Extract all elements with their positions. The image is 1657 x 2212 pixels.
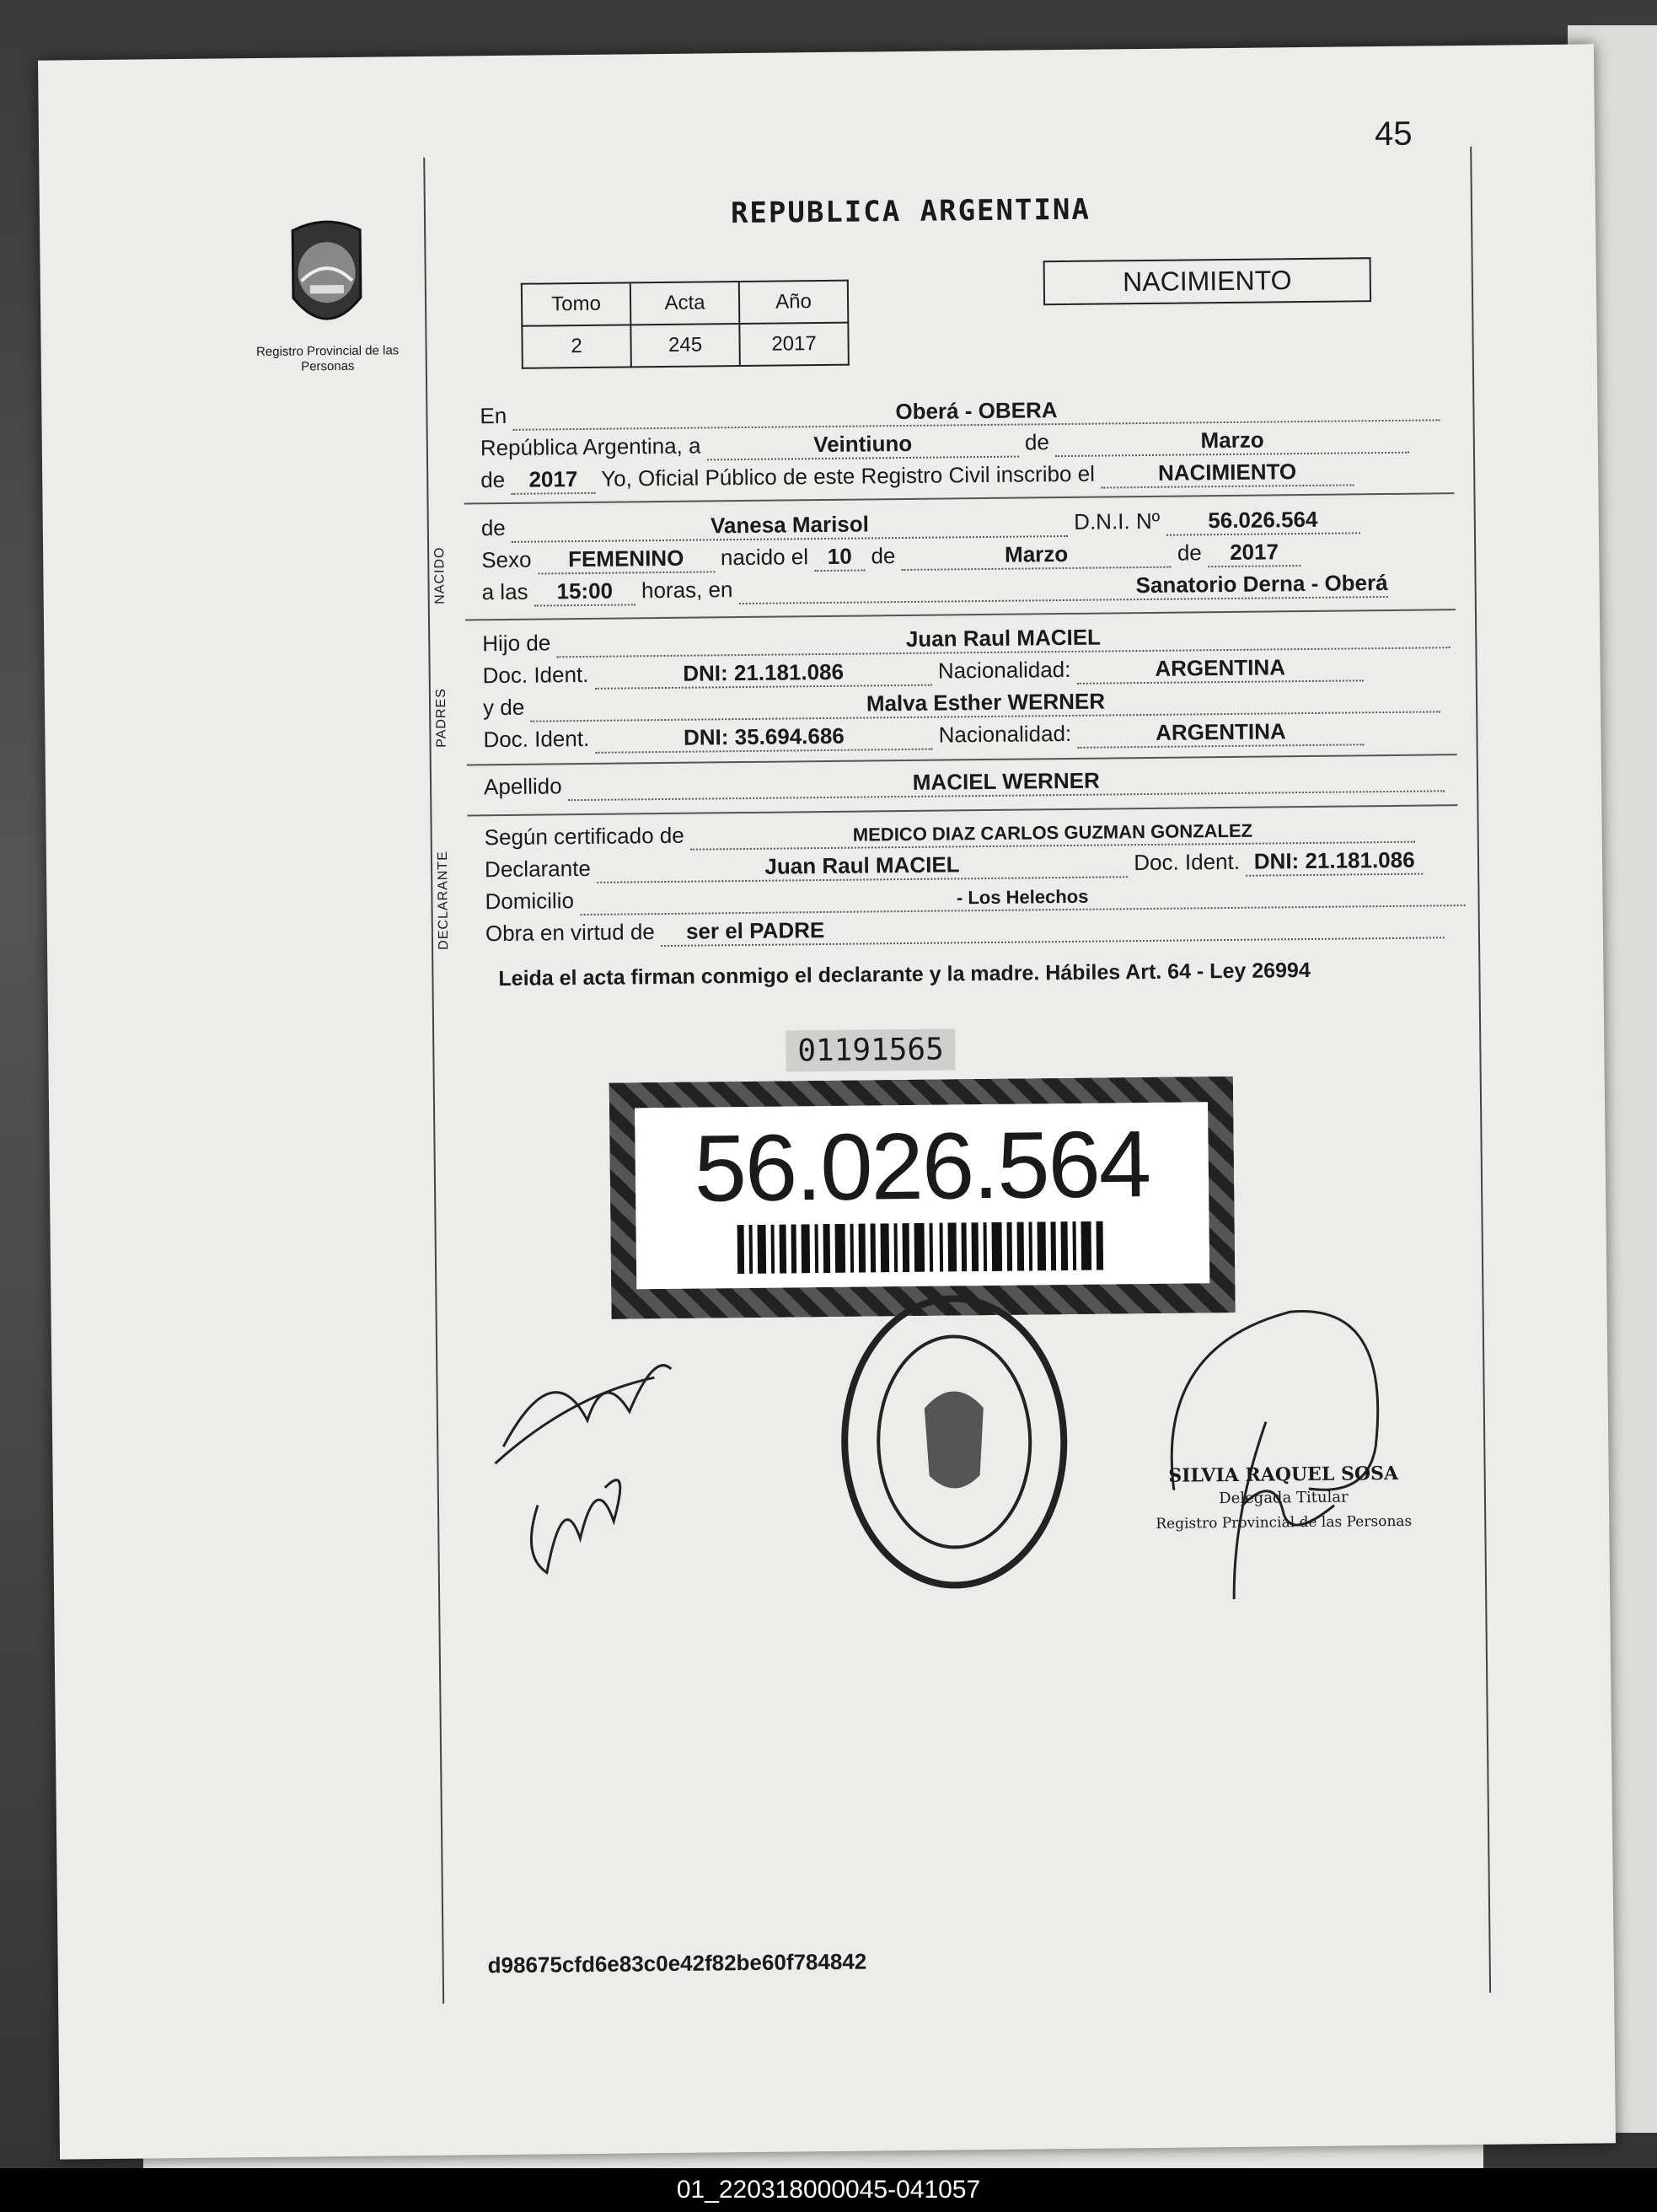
label-obra: Obra en virtud de <box>485 919 655 947</box>
label-nacido: nacido el <box>720 544 809 571</box>
value-declarante-doc: DNI: 21.181.086 <box>1253 846 1415 874</box>
value-tipo: NACIMIENTO <box>1157 459 1297 486</box>
header-tomo: Tomo <box>522 282 631 325</box>
label-de-4: de <box>871 543 896 569</box>
label-de: de <box>1024 429 1049 455</box>
value-domicilio: - Los Helechos <box>956 885 1089 909</box>
file-caption: 01_220318000045-041057 <box>0 2168 1657 2212</box>
value-nac-dia: 10 <box>827 543 852 569</box>
label-sexo: Sexo <box>481 546 532 573</box>
label-apellido: Apellido <box>483 773 562 800</box>
official-stamp <box>826 1280 1082 1603</box>
label-docident: Doc. Ident. <box>482 661 589 689</box>
value-certificado: MEDICO DIAZ CARLOS GUZMAN GONZALEZ <box>852 819 1253 846</box>
serial-number: 01191565 <box>786 1028 956 1071</box>
officer-office: Registro Provincial de las Personas <box>1156 1512 1413 1533</box>
label-dni: D.N.I. Nº <box>1074 507 1161 534</box>
value-declarante: Juan Raul MACIEL <box>764 851 960 879</box>
label-declarante: Declarante <box>484 855 591 883</box>
label-republica: República Argentina, a <box>480 432 701 461</box>
value-nac-anio: 2017 <box>1229 539 1279 565</box>
act-type-box: NACIMIENTO <box>1043 257 1372 305</box>
label-nacionalidad: Nacionalidad: <box>937 656 1071 684</box>
value-dni: 56.026.564 <box>1208 506 1318 534</box>
closing-text: Leida el acta firman conmigo el declarante y la madre. Hábiles Art. 64 - Ley 26994 <box>498 958 1311 991</box>
label-docident-3: Doc. Ident. <box>1134 848 1241 876</box>
label-nacionalidad-2: Nacionalidad: <box>938 720 1072 748</box>
value-obra: ser el PADRE <box>685 917 825 944</box>
officer-signature-icon <box>1138 1294 1411 1617</box>
value-tomo: 2 <box>522 325 631 368</box>
label-alas: a las <box>481 578 528 605</box>
barcode-icon <box>737 1221 1109 1275</box>
header-anio: Año <box>739 281 849 324</box>
registry-label: Registro Provincial de las Personas <box>255 343 400 374</box>
sticker-label <box>635 1102 1209 1289</box>
document-hash: d98675cfd6e83c0e42f82be60f784842 <box>487 1948 867 1978</box>
value-anio: 2017 <box>528 466 578 492</box>
side-label-declarante: DECLARANTE <box>435 851 452 950</box>
label-de-5: de <box>1177 540 1202 566</box>
value-hora: 15:00 <box>556 577 614 604</box>
label-segun: Según certificado de <box>484 822 684 851</box>
value-lugar-nac: Sanatorio Derna - Oberá <box>1135 569 1388 599</box>
value-apellido: MACIEL WERNER <box>912 767 1100 795</box>
tomo-acta-table <box>521 280 850 369</box>
label-yo: Yo, Oficial Público de este Registro Civil inscribo el <box>601 460 1096 491</box>
label-hijo: Hijo de <box>482 630 551 657</box>
value-padre: Juan Raul MACIEL <box>905 624 1102 652</box>
declarant-signature-icon <box>485 1318 682 1581</box>
header-acta: Acta <box>630 282 740 325</box>
value-madre-doc: DNI: 35.694.686 <box>683 722 845 750</box>
label-de-3: de <box>480 514 506 541</box>
value-madre: Malva Esther WERNER <box>866 688 1106 717</box>
label-de-2: de <box>480 466 506 493</box>
page-number: 45 <box>1374 115 1413 153</box>
label-yde: y de <box>482 694 525 721</box>
province-seal-icon <box>276 213 378 341</box>
value-dia: Veintiuno <box>813 430 913 458</box>
label-en: En <box>480 402 507 429</box>
value-mes: Marzo <box>1200 427 1264 454</box>
side-label-nacido: NACIDO <box>432 546 448 604</box>
value-acta: 245 <box>630 324 740 367</box>
side-label-padres: PADRES <box>433 688 449 748</box>
document-page <box>38 44 1616 2159</box>
officer-name: SILVIA RAQUEL SOSA <box>1168 1462 1399 1487</box>
value-sexo: FEMENINO <box>567 545 684 572</box>
value-padre-nac: ARGENTINA <box>1155 654 1286 681</box>
value-nac-mes: Marzo <box>1004 540 1069 567</box>
officer-role: Delegada Titular <box>1219 1488 1349 1508</box>
doc-title: REPUBLICA ARGENTINA <box>730 192 1091 231</box>
value-madre-nac: ARGENTINA <box>1155 718 1286 745</box>
value-anio: 2017 <box>739 323 849 366</box>
value-nombre: Vanesa Marisol <box>710 511 870 539</box>
label-horas: horas, en <box>641 577 733 604</box>
value-padre-doc: DNI: 21.181.086 <box>683 658 845 686</box>
label-docident-2: Doc. Ident. <box>483 725 590 753</box>
sticker-dni-number: 56.026.564 <box>693 1110 1150 1221</box>
value-lugar: Oberá - OBERA <box>895 397 1058 425</box>
label-domicilio: Domicilio <box>485 888 575 915</box>
